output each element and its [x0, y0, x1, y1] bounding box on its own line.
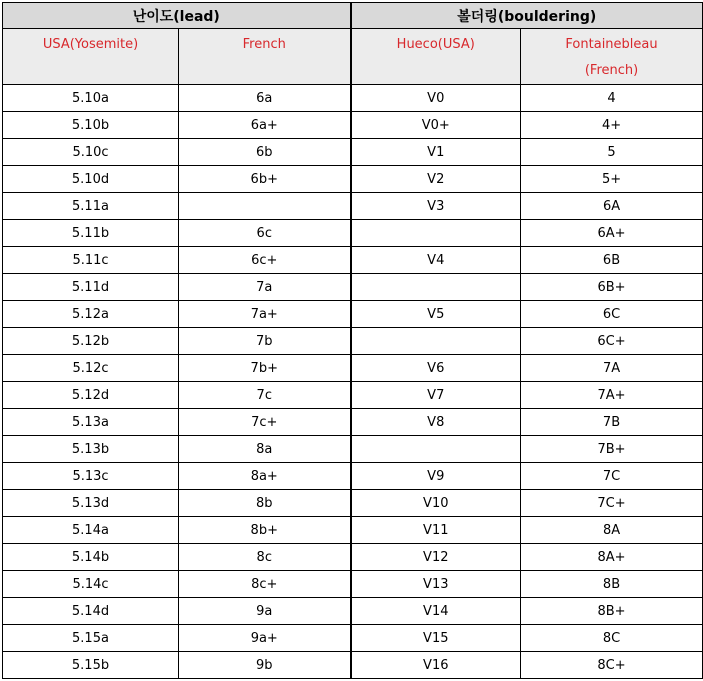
hueco-cell: V4	[351, 247, 521, 274]
usa-yosemite-cell: 5.12b	[3, 328, 179, 355]
french-cell: 8b	[179, 490, 351, 517]
hueco-cell: V0+	[351, 112, 521, 139]
hueco-cell	[351, 274, 521, 301]
french-cell: 8c	[179, 544, 351, 571]
table-row	[3, 247, 703, 274]
hueco-cell: V14	[351, 598, 521, 625]
hueco-cell: V8	[351, 409, 521, 436]
hueco-cell: V0	[351, 85, 521, 112]
hueco-cell: V11	[351, 517, 521, 544]
french-cell: 7a	[179, 274, 351, 301]
french-cell: 6c+	[179, 247, 351, 274]
french-cell: 8a	[179, 436, 351, 463]
table-row	[3, 625, 703, 652]
table-row	[3, 463, 703, 490]
grade-rows	[3, 85, 703, 679]
fontainebleau-cell: 6A+	[521, 220, 703, 247]
french-cell: 7b	[179, 328, 351, 355]
french-cell: 6b	[179, 139, 351, 166]
french-cell: 7c	[179, 382, 351, 409]
table-row	[3, 544, 703, 571]
table-row	[3, 652, 703, 679]
fontainebleau-cell: 6B	[521, 247, 703, 274]
fontainebleau-cell: 4	[521, 85, 703, 112]
table-row	[3, 301, 703, 328]
table-row	[3, 274, 703, 301]
hueco-cell: V5	[351, 301, 521, 328]
usa-yosemite-cell: 5.10c	[3, 139, 179, 166]
table-row	[3, 409, 703, 436]
french-cell: 9a	[179, 598, 351, 625]
fontainebleau-cell: 6C+	[521, 328, 703, 355]
table-row	[3, 355, 703, 382]
usa-yosemite-cell: 5.14b	[3, 544, 179, 571]
usa-yosemite-cell: 5.10b	[3, 112, 179, 139]
french-cell: 7a+	[179, 301, 351, 328]
usa-yosemite-cell: 5.10a	[3, 85, 179, 112]
hueco-cell: V7	[351, 382, 521, 409]
french-cell: 6b+	[179, 166, 351, 193]
table-row	[3, 166, 703, 193]
fontainebleau-cell: 8A+	[521, 544, 703, 571]
table-row	[3, 193, 703, 220]
lead-header: 난이도(lead)	[3, 3, 351, 29]
french-cell: 6a+	[179, 112, 351, 139]
hueco-cell: V3	[351, 193, 521, 220]
fontainebleau-cell: 8B	[521, 571, 703, 598]
table-row	[3, 139, 703, 166]
usa-yosemite-cell: 5.13c	[3, 463, 179, 490]
fontainebleau-header	[521, 29, 703, 85]
french-cell: 8b+	[179, 517, 351, 544]
fontainebleau-cell: 7B	[521, 409, 703, 436]
usa-yosemite-cell: 5.12d	[3, 382, 179, 409]
french-cell	[179, 193, 351, 220]
usa-yosemite-cell: 5.14d	[3, 598, 179, 625]
usa-yosemite-cell: 5.12a	[3, 301, 179, 328]
fontainebleau-cell: 7A+	[521, 382, 703, 409]
usa-yosemite-cell: 5.11d	[3, 274, 179, 301]
table-row	[3, 220, 703, 247]
fontainebleau-cell: 7B+	[521, 436, 703, 463]
fontainebleau-cell: 5	[521, 139, 703, 166]
fontainebleau-cell: 8C	[521, 625, 703, 652]
usa-yosemite-cell: 5.15a	[3, 625, 179, 652]
hueco-cell	[351, 220, 521, 247]
fontainebleau-cell: 8A	[521, 517, 703, 544]
french-cell: 7b+	[179, 355, 351, 382]
hueco-cell	[351, 436, 521, 463]
hueco-cell: V16	[351, 652, 521, 679]
fontainebleau-cell: 4+	[521, 112, 703, 139]
french-cell: 6c	[179, 220, 351, 247]
table-row	[3, 571, 703, 598]
table-row	[3, 436, 703, 463]
grade-comparison-table	[2, 2, 703, 679]
fontainebleau-cell: 5+	[521, 166, 703, 193]
fontainebleau-cell: 6B+	[521, 274, 703, 301]
usa-yosemite-cell: 5.14a	[3, 517, 179, 544]
table-row	[3, 598, 703, 625]
fontainebleau-header-line1: Fontainebleau	[565, 37, 658, 52]
french-cell: 7c+	[179, 409, 351, 436]
hueco-cell: V12	[351, 544, 521, 571]
usa-yosemite-cell: 5.11c	[3, 247, 179, 274]
table-row	[3, 382, 703, 409]
table-row	[3, 517, 703, 544]
table-row	[3, 328, 703, 355]
group-header-row	[3, 3, 703, 29]
table-row	[3, 112, 703, 139]
fontainebleau-cell: 7C+	[521, 490, 703, 517]
french-cell: 6a	[179, 85, 351, 112]
bouldering-header: 볼더링(bouldering)	[351, 3, 703, 29]
french-header: French	[179, 29, 351, 85]
usa-yosemite-cell: 5.14c	[3, 571, 179, 598]
fontainebleau-cell: 8B+	[521, 598, 703, 625]
usa-yosemite-header: USA(Yosemite)	[3, 29, 179, 85]
hueco-cell: V6	[351, 355, 521, 382]
french-cell: 9a+	[179, 625, 351, 652]
fontainebleau-cell: 7A	[521, 355, 703, 382]
usa-yosemite-cell: 5.11a	[3, 193, 179, 220]
table-row	[3, 85, 703, 112]
usa-yosemite-cell: 5.12c	[3, 355, 179, 382]
usa-yosemite-cell: 5.13a	[3, 409, 179, 436]
hueco-cell: V15	[351, 625, 521, 652]
french-cell: 9b	[179, 652, 351, 679]
usa-yosemite-cell: 5.15b	[3, 652, 179, 679]
hueco-header: Hueco(USA)	[351, 29, 521, 85]
hueco-cell: V10	[351, 490, 521, 517]
fontainebleau-cell: 6A	[521, 193, 703, 220]
fontainebleau-header-line2: (French)	[584, 63, 639, 78]
hueco-cell: V13	[351, 571, 521, 598]
fontainebleau-cell: 7C	[521, 463, 703, 490]
table-row	[3, 490, 703, 517]
fontainebleau-cell: 6C	[521, 301, 703, 328]
hueco-cell: V9	[351, 463, 521, 490]
usa-yosemite-cell: 5.10d	[3, 166, 179, 193]
fontainebleau-cell: 8C+	[521, 652, 703, 679]
usa-yosemite-cell: 5.13b	[3, 436, 179, 463]
usa-yosemite-cell: 5.13d	[3, 490, 179, 517]
french-cell: 8c+	[179, 571, 351, 598]
column-header-row	[3, 29, 703, 85]
hueco-cell: V2	[351, 166, 521, 193]
hueco-cell	[351, 328, 521, 355]
usa-yosemite-cell: 5.11b	[3, 220, 179, 247]
french-cell: 8a+	[179, 463, 351, 490]
hueco-cell: V1	[351, 139, 521, 166]
